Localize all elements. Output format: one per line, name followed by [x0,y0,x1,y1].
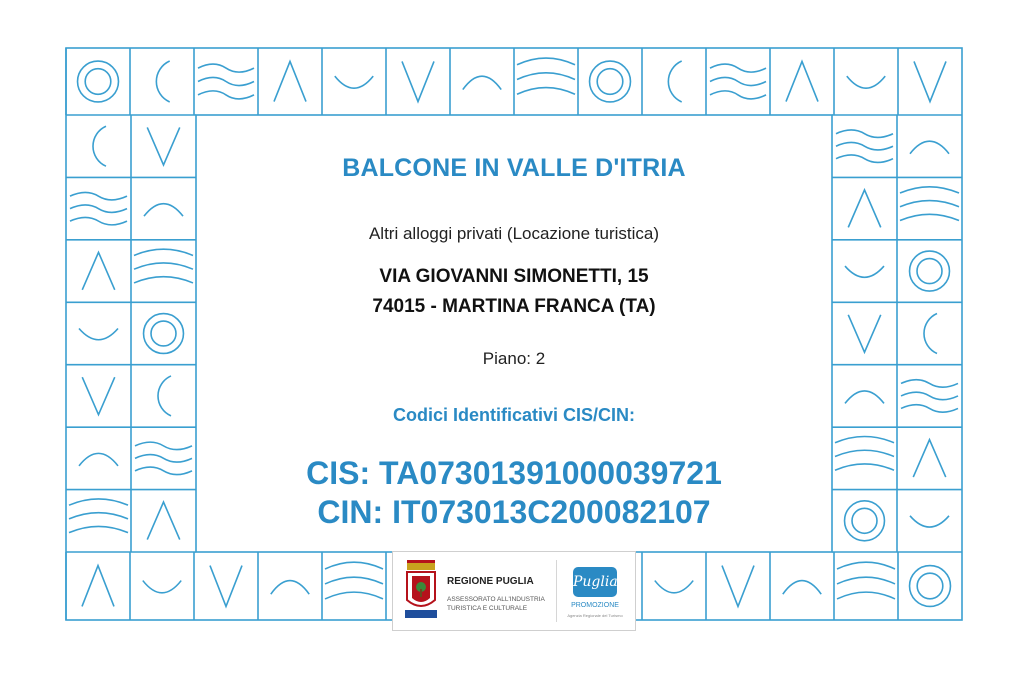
regione-puglia-crest-icon [403,560,439,622]
accommodation-category: Altri alloggi privati (Locazione turistica) [368,224,660,243]
regione-puglia-subtitle-1: ASSESSORATO ALL'INDUSTRIA [447,596,545,603]
codes-heading: Codici Identificativi CIS/CIN: [392,405,636,425]
floor-info: Piano: 2 [482,349,546,368]
address-line-2: 74015 - MARTINA FRANCA (TA) [372,296,656,317]
logo-divider [556,560,557,622]
address-line-1: VIA GIOVANNI SIMONETTI, 15 [379,266,649,287]
promozione-subtitle: Agenzia Regionale del Turismo [567,613,623,618]
promozione-label: PROMOZIONE [571,602,619,609]
puglia-promozione-logo: Puglia [573,567,617,597]
regione-puglia-name: REGIONE PUGLIA [447,576,534,587]
regione-puglia-subtitle-2: TURISTICA E CULTURALE [447,605,528,612]
cin-code: CIN: IT073013C200082107 [317,494,711,530]
property-title: BALCONE IN VALLE D'ITRIA [342,154,686,182]
cis-code: CIS: TA07301391000039721 [306,455,722,491]
sponsor-logos [392,551,636,631]
